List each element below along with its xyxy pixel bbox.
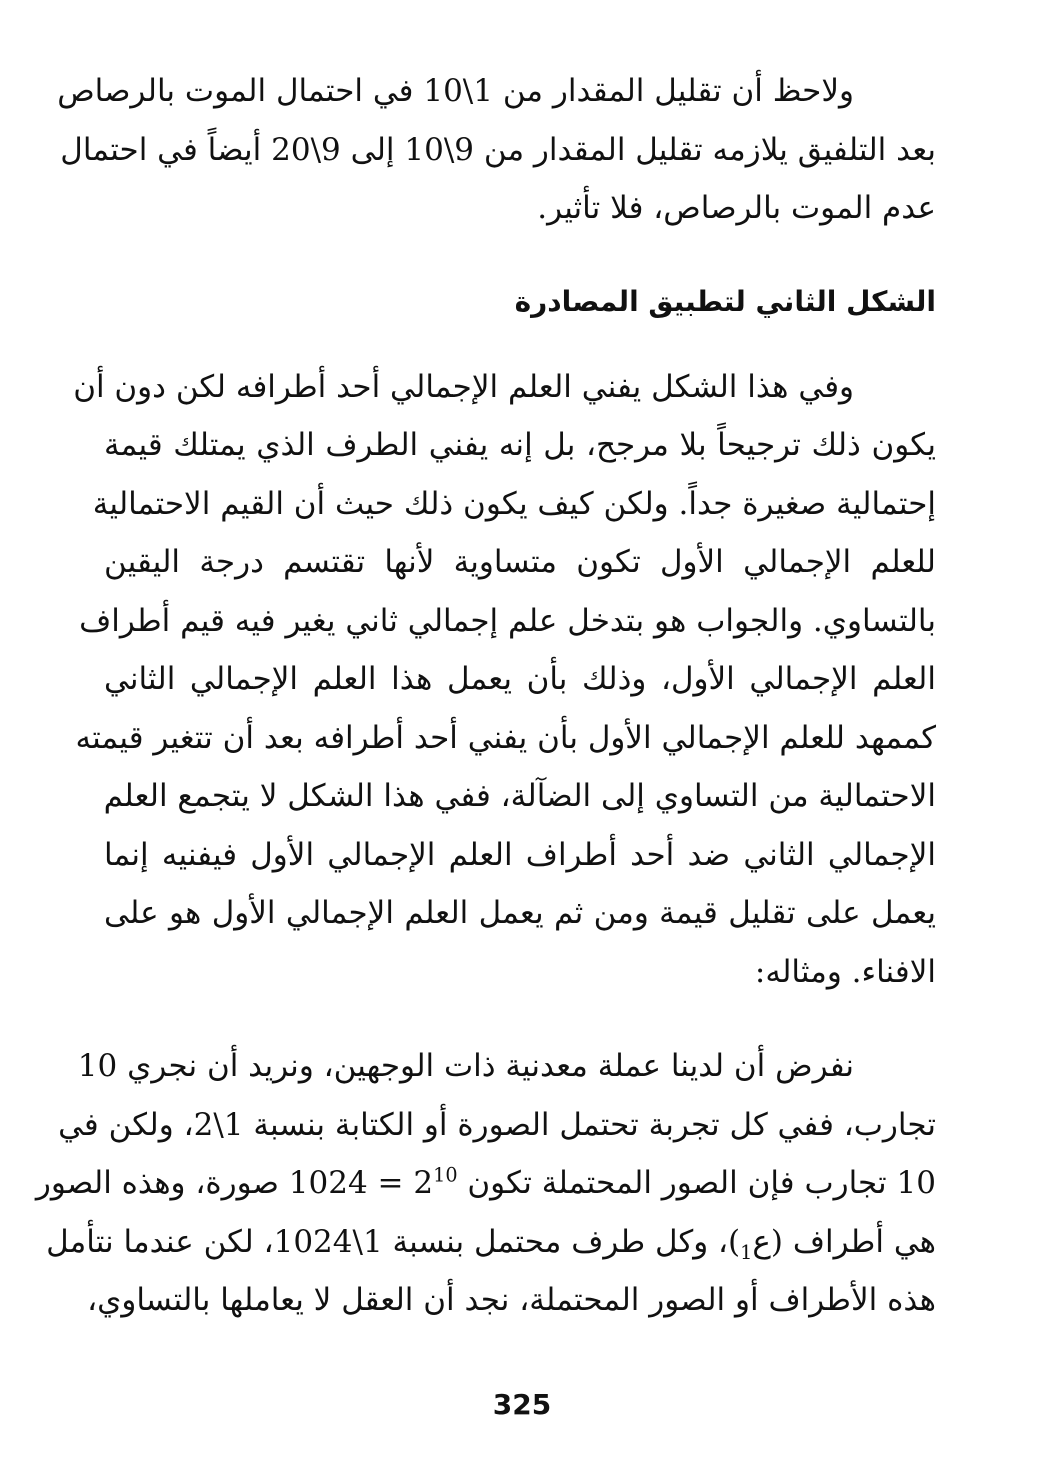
- power-expression: [413, 1165, 457, 1201]
- paragraph-line: الافناء. ومثاله:: [754, 953, 936, 990]
- paragraph-line-with-power: [35, 1154, 936, 1213]
- paragraph-2: [73, 358, 936, 1002]
- paragraph-line: للعلم الإجمالي الأول تكون متساوية لأنها تقتسم درجة اليقين: [104, 544, 936, 580]
- paragraph-line: يكون ذلك ترجيحاً بلا مرجح، بل إنه يفني الطرف الذي يمتلك قيمة: [104, 427, 936, 463]
- spacer: [104, 1001, 936, 1037]
- paragraph-1: [57, 62, 936, 238]
- paragraph-line: الإجمالي الثاني ضد أحد أطراف العلم الإجمالي الأول فيفنيه إنما: [104, 836, 936, 873]
- page-number: 325: [492, 1388, 552, 1421]
- paragraph-3: [35, 1037, 936, 1330]
- section-heading: الشكل الثاني لتطبيق المصادرة: [514, 284, 936, 318]
- paragraph-line: هذه الأطراف أو الصور المحتملة، نجد أن العقل لا يعاملها بالتساوي،: [87, 1282, 936, 1318]
- spacer: [104, 238, 936, 282]
- paragraph-line: ولاحظ أن تقليل المقدار من 1\10 في احتمال الموت بالرصاص: [57, 73, 854, 109]
- paragraph-line: إحتمالية صغيرة جداً. ولكن كيف يكون ذلك حيث أن القيم الاحتمالية: [92, 485, 936, 522]
- paragraph-line: الاحتمالية من التساوي إلى الضآلة، ففي هذا الشكل لا يتجمع العلم: [103, 778, 936, 814]
- line-text: )، وكل طرف محتمل بنسبة 1\1024، لكن عندما نتأمل: [46, 1223, 741, 1260]
- paragraph-line: وفي هذا الشكل يفني العلم الإجمالي أحد أطرافه لكن دون أن: [73, 368, 854, 405]
- line-text: هي أطراف (ع: [752, 1223, 936, 1260]
- paragraph-line: يعمل على تقليل قيمة ومن ثم يعمل العلم الإجمالي الأول هو على: [104, 895, 936, 931]
- page-body: [35, 62, 936, 1330]
- spacer: [104, 322, 936, 358]
- paragraph-line: عدم الموت بالرصاص، فلا تأثير.: [537, 190, 936, 226]
- line-text: = 1024 صورة، وهذه الصور: [35, 1165, 414, 1201]
- paragraph-line-with-subscript: [46, 1213, 936, 1272]
- line-text: 10 تجارب فإن الصور المحتملة تكون: [457, 1165, 936, 1201]
- paragraph-line: كممهد للعلم الإجمالي الأول بأن يفني أحد أطرافه بعد أن تتغير قيمته: [75, 719, 936, 756]
- power-base: 2: [413, 1165, 434, 1201]
- paragraph-line: تجارب، ففي كل تجربة تحتمل الصورة أو الكتابة بنسبة 1\2، ولكن في: [58, 1106, 936, 1143]
- paragraph-line: العلم الإجمالي الأول، وذلك بأن يعمل هذا العلم الإجمالي الثاني: [104, 661, 936, 697]
- paragraph-line: بالتساوي. والجواب هو بتدخل علم إجمالي ثاني يغير فيه قيم أطراف: [79, 602, 936, 639]
- subscript-index: 1: [740, 1240, 753, 1264]
- power-exponent: 10: [433, 1163, 458, 1187]
- paragraph-line: بعد التلفيق يلازمه تقليل المقدار من 9\10 إلى 9\20 أيضاً في احتمال: [60, 131, 936, 168]
- paragraph-line: نفرض أن لدينا عملة معدنية ذات الوجهين، ونريد أن نجري 10: [77, 1048, 854, 1084]
